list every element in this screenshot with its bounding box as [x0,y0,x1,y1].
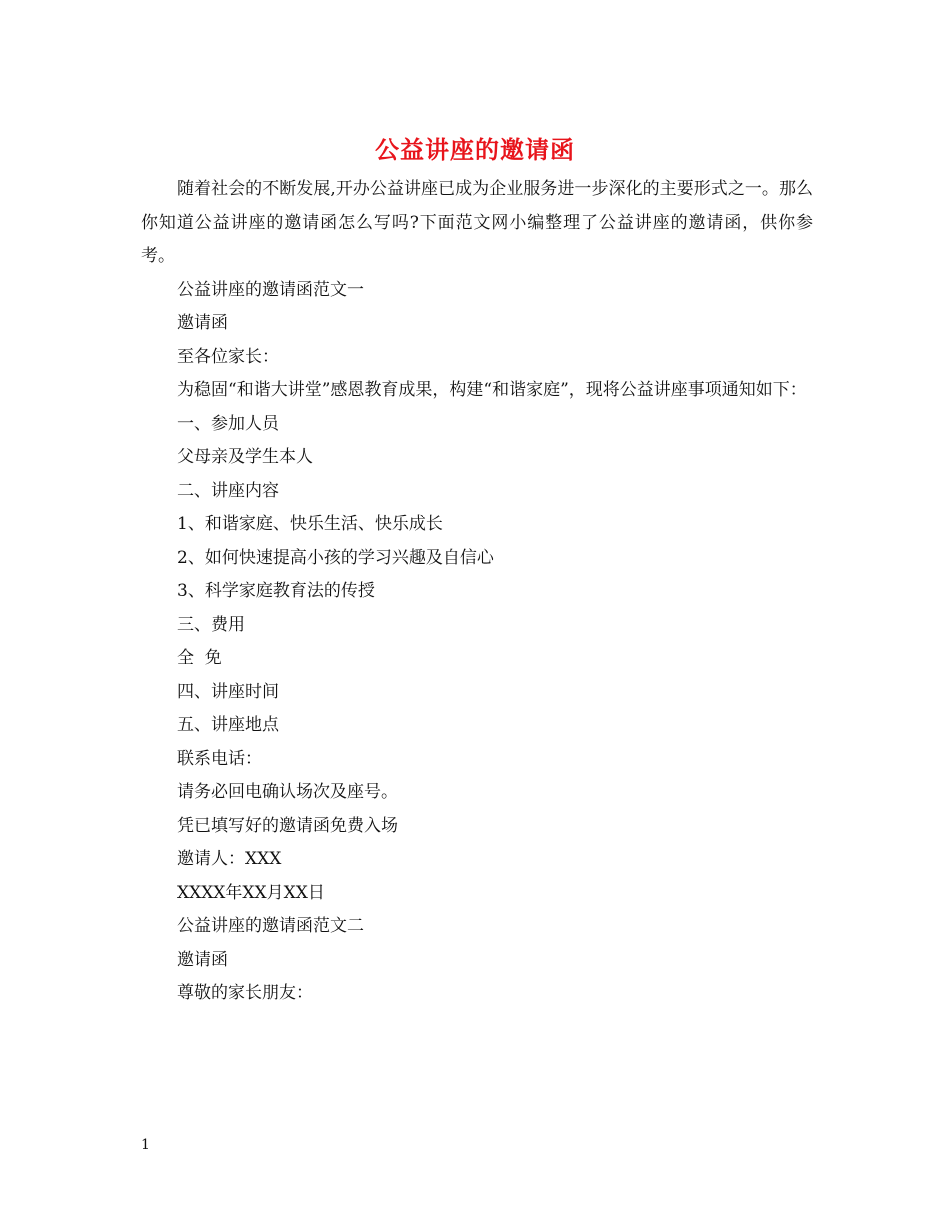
date-line: XXXX年XX月XX日 [177,882,325,903]
content-item-2: 2、如何快速提高小孩的学习兴趣及自信心 [177,547,494,568]
content-item-3: 3、科学家庭教育法的传授 [177,581,375,601]
confirm-text: 请务必回电确认场次及座号。 [177,782,398,802]
document-title: 公益讲座的邀请函 [375,135,575,164]
invitation-label: 邀请函 [177,313,228,333]
page-number: 1 [141,1137,150,1153]
document-body [141,173,813,1011]
contact-phone: 联系电话： [177,748,262,769]
salutation: 至各位家长： [177,346,279,367]
inviter-line: 邀请人：XXX [177,849,282,869]
content-item-1: 1、和谐家庭、快乐生活、快乐成长 [177,514,443,534]
section-participants: 一、参加人员 [177,413,279,434]
invitation-label-2: 邀请函 [177,949,228,970]
section-content: 二、讲座内容 [177,480,279,501]
fee-text: 全 免 [177,648,222,668]
salutation-2: 尊敬的家长朋友： [177,983,313,1003]
participants-text: 父母亲及学生本人 [177,447,313,467]
sample-one-heading: 公益讲座的邀请函范文一 [177,279,364,300]
section-time: 四、讲座时间 [177,681,279,702]
notice-paragraph: 为稳固“和谐大讲堂”感恩教育成果，构建“和谐家庭”，现将公益讲座事项通知如下： [177,380,807,400]
sample-two-heading: 公益讲座的邀请函范文二 [177,916,364,936]
section-fee: 三、费用 [177,614,245,635]
section-location: 五、讲座地点 [177,715,279,735]
intro-paragraph: 随着社会的不断发展,开办公益讲座已成为企业服务进一步深化的主要形式之一。那么你知道公益讲座的邀请函怎么写吗?下面范文网小编整理了公益讲座的邀请函，供你参考。 [141,179,813,266]
entry-text: 凭已填写好的邀请函免费入场 [177,815,398,836]
